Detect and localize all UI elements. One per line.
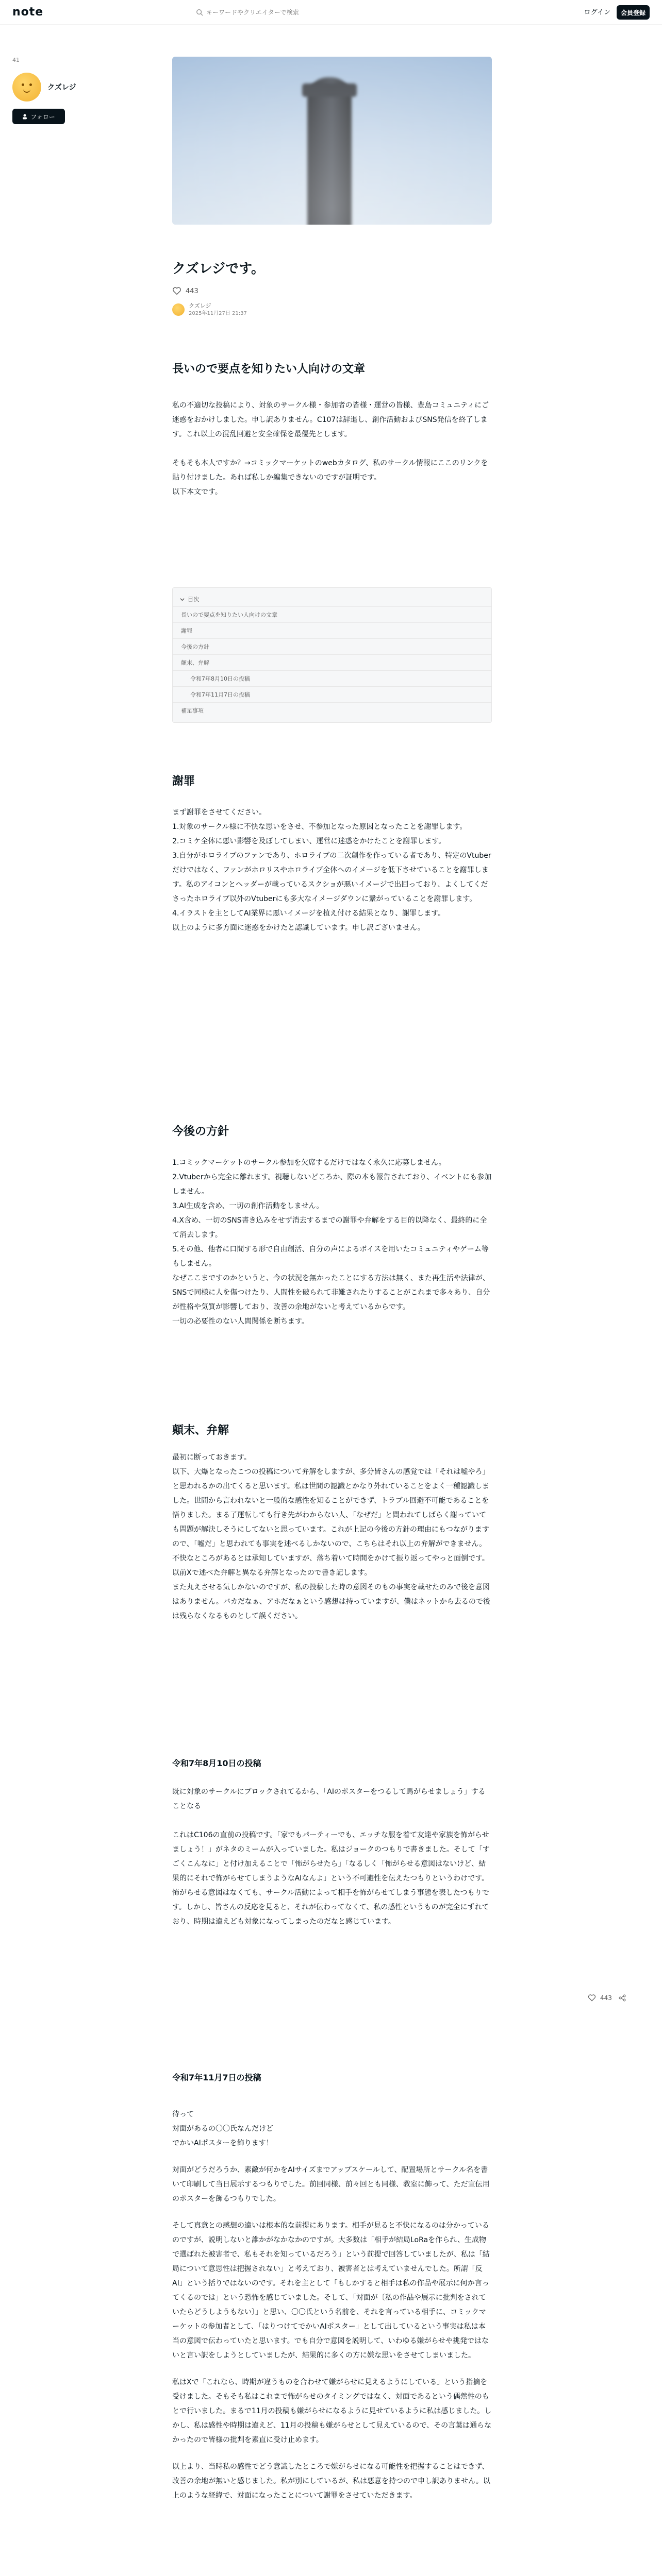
apology-line: 4.イラストを主としてAI業界に悪いイメージを植え付ける結果となり、謝罪します。 (172, 909, 445, 918)
policy-line: 4.X含め、一切のSNS書き込みをせず消去するまでの謝罪や弁解をする目的以降なく、最終的に全て消去します。 (172, 1216, 487, 1239)
policy-line: 1.コミックマーケットのサークル参加を欠席するだけではなく永久に応募しません。 (172, 1159, 446, 1167)
story-line: また丸えさせる気しかないのですが、私の投稿した時の意図そのもの事実を載せたのみで後を意図はありません。バカだなぁ、アホだなぁという感想は持っていますが、僕はネットから去るので後は残らなくなるものとして誤ください。 (172, 1583, 490, 1620)
hero-haze (172, 57, 492, 225)
nov-line: 待って (172, 2110, 194, 2119)
author-row[interactable] (172, 302, 492, 317)
sidebar-count: 41 (12, 57, 20, 63)
toc-title: 目次 (188, 596, 199, 603)
table-of-contents (172, 587, 492, 723)
intro-paragraph: そもそも本人ですか？→コミックマーケットのwebカタログ、私のサークル情報にここのリンクを貼り付けました。あれば私しか編集できないのですが証明です。 (172, 459, 488, 482)
toc-item[interactable]: 顛末、弁解 (173, 654, 491, 670)
apology-line: 以上のように多方面に迷惑をかけたと認識しています。申し訳ございません。 (172, 924, 425, 932)
author-name[interactable]: クズレジ (189, 302, 211, 310)
section-policy (172, 1123, 492, 1329)
section-apology (172, 773, 492, 935)
apology-line: まず謝罪をさせてください。 (172, 808, 266, 817)
publish-date: 2025年11月27日 21:37 (189, 310, 247, 316)
avatar-eye (29, 83, 32, 86)
top-navbar (0, 0, 662, 25)
login-button[interactable]: ログイン (584, 9, 610, 16)
chevron-down-icon (180, 597, 185, 602)
heart-icon[interactable] (588, 1994, 596, 2002)
search-input[interactable] (206, 9, 371, 16)
toc-item[interactable]: 長いので要点を知りたい人向けの文章 (173, 606, 491, 622)
story-line: 最初に断っておきます。 (172, 1453, 251, 1462)
avatar[interactable] (12, 73, 41, 101)
article-main (172, 57, 492, 317)
share-icon[interactable] (618, 1994, 626, 2002)
nov-line: そして真意との感想の違いは根本的な前提にあります。相手が見ると不快になるのは分かっているのですが、説明しないと誰かがなかなかのですが。大多数は「相手が結局LoRaを作られ、生成物で選ばれた被害者で、私もそれを知っているだろう」という前提で回答していましたが、私は「結局について意思性は把握されない」と考えており、被害者とは考えていませんでした。所謂「反AI」という括りではないのです。それを主として「もしかすると相手は私の作品や展示に何か言ってくるのでは」という恐怖を感じていました。そして、「対面が〔私の作品や展示に批判をされていたらどうしようもない〕」と思い、〇〇氏という名前を、それを言っている相手に、コミックマーケットの参加者として、「はりつけてでかいAIポスター」として出しているという事実は私は本当の意図で伝わっていたと思います。でも自分で意図を説明して、いわゆる嫌がらせや挑発ではないと言い訳をしようとしていましたが、結果的に多くの方に嫌な思いをさせてしまいました。 (172, 2221, 490, 2360)
apology-line: 3.自分がホロライブのファンであり、ホロライブの二次創作を作っている者であり、特定のVtuberだけではなく、ファンがホロリスやホロライブ全体へのイメージを低下させていることを謝罪します。私のアイコンとヘッダーが載っているスクショが悪いイメージで出回っており、よくしてくださったホロライブ以外のVtuberにも多大なイメージダウンに繋がっていることを謝罪します。 (172, 852, 491, 903)
story-line: 不快なところがあるとは承知していますが、落ち着いて時間をかけて振り返ってやっと面倒です。以前Xで述べた弁解と異なる弁解となったので書き記します。 (172, 1554, 489, 1577)
section-nov-post (172, 2071, 492, 2503)
nov-line: 私はXで「これなら、時期が違うものを合わせて嫌がらせに見えるようにしている」という指摘を受けました。そもそも私はこれまで怖がらせのタイミングではなく、対面であるという偶然性のもとで行いました。まるで11月の投稿も嫌がらせになるように見せているように私は感じました。しかし、私は感性や時期は違えど、11月の投稿も嫌がらせとして見えているので、その言葉は通らなかったので皆様の批判を素直に受け止めます。 (172, 2378, 492, 2444)
signup-button[interactable]: 会員登録 (617, 5, 650, 20)
note-logo[interactable]: note (12, 6, 44, 19)
author-meta (189, 302, 247, 317)
person-add-icon (22, 113, 28, 120)
heading-policy: 今後の方針 (172, 1125, 229, 1138)
toc-item[interactable]: 謝罪 (173, 622, 491, 638)
nov-line: 対面がどうだろうか、素敵が何かをAIサイズまでアップスケールして、配置場所とサークル名を書いて印刷して当日展示するつもりでした。前回同様、前々回とも同様、教室に飾って、ただ宣伝用のポスターを飾るつもりでした。 (172, 2165, 490, 2203)
avatar-mouth (23, 89, 30, 93)
toc-item[interactable]: 補足事項 (173, 702, 491, 718)
apology-line: 2.コミケ全体に悪い影響を及ぼしてしまい、運営に迷惑をかけたことを謝罪します。 (172, 837, 446, 845)
intro-paragraph: 以下本文です。 (172, 488, 222, 496)
nov-line: 対面があるの〇〇氏なんだけど (172, 2124, 273, 2133)
hero-image (172, 57, 492, 225)
author-sidebar (12, 57, 95, 124)
floating-like-count: 443 (600, 1994, 612, 2002)
heading-aug: 令和7年8月10日の投稿 (172, 1758, 261, 1768)
apology-line: 1.対象のサークル様に不快な思いをさせ、不参加となった原因となったことを謝罪します。 (172, 823, 467, 831)
nov-line: 以上より、当時私の感性でどう意識したところで嫌がらせになる可能性を把握することはできず、改善の余地が無いと感じました。私が別にしているが、私は悪意を持つので申し訳ありません。以上のような経緯で、対面になったことについて謝罪をさせていただきます。 (172, 2462, 490, 2500)
policy-line: 3.AI生成を含め、一切の創作活動をしません。 (172, 1202, 324, 1210)
policy-line: 2.Vtuberから完全に離れます。視聴しないどころか、際の本も報告されており、イベントにも参加しません。 (172, 1173, 492, 1196)
section-story (172, 1422, 492, 1623)
policy-line: なぜここまですのかというと、今の状況を無かったことにする方法は無く、また再生活や法律が、SNSで同様に人を傷つけたり、人間性を破られて非難されたりすることがこれまで多々あり、自分が性格や気質が影響しており、改善の余地がないと考えているからです。 (172, 1274, 490, 1311)
heading-apology: 謝罪 (172, 775, 195, 788)
section-intro (172, 361, 492, 499)
avatar-eye (22, 83, 24, 86)
heading-intro: 長いので要点を知りたい人向けの文章 (172, 363, 366, 376)
heart-icon[interactable] (172, 286, 181, 296)
sidebar-author[interactable] (12, 73, 95, 101)
toc-box (172, 587, 492, 723)
toc-item[interactable]: 今後の方針 (173, 638, 491, 654)
toc-item[interactable]: 令和7年11月7日の投稿 (173, 686, 491, 702)
author-avatar[interactable] (172, 303, 185, 316)
policy-line: 5.その他、他者に口間する形で自由創活、自分の声によるボイスを用いたコミュニティやゲーム等もしません。 (172, 1245, 489, 1268)
floating-like-bar[interactable] (588, 1994, 626, 2002)
intro-paragraph: 私の不適切な投稿により、対象のサークル様・参加者の皆様・運営の皆様、豊島コミュニティにご迷惑をおかけしました。申し訳ありません。C107は辞退し、創作活動およびSNS発信を終了します。これ以上の混乱回避と安全確保を最優先とします。 (172, 401, 489, 438)
like-row[interactable] (172, 286, 492, 296)
toc-item[interactable]: 令和7年8月10日の投稿 (173, 670, 491, 686)
heading-nov: 令和7年11月7日の投稿 (172, 2073, 261, 2082)
heading-story: 顛末、弁解 (172, 1424, 229, 1437)
follow-button[interactable] (12, 109, 65, 124)
aug-line: これはC106の直前の投稿です。「家でもパーティーでも、エッチな服を着て友達や家族を怖がらせましょう！」がネタのミームが入っていました。私はジョークのつもりで書きました。そして「すごくこんなに」と付け加えることで「怖がらせたら」「なるしく「怖がらせる意図はないけど、結果的にそれで怖がらせてしまうようなAIなんよ」という不可避性を伝えたつもりというわけです。怖がらせる意図はなくても、サークル活動によって相手を怖がらせてしまう事態を表したつもりです。しかし、皆さんの反応を見ると、それが伝わってなくて、私の感性というものが完全にずれており、時期は違えども対象になってしまったのだなと感じています。 (172, 1831, 490, 1926)
sidebar-author-name[interactable]: クズレジ (47, 83, 76, 92)
search-bar[interactable] (196, 5, 382, 20)
article-title: クズレジです。 (172, 261, 265, 277)
nov-line: でかいAIポスターを飾ります！ (172, 2139, 273, 2147)
like-count: 443 (186, 287, 198, 295)
story-line: 以下、大爆となったこつの投稿について弁解をしますが、多分皆さんの感覚では「それは嘘やろ」と思われるかの出てくると思います。私は世間の認識とかなり外れていることをよく一種認識しました。世間から言われないと一般的な感性を知ることができず、トラブル回避不可能であることを悟りました。まる了運転しても行き先がわからない人、「なぜだ」と問われてしばらく謝っていても問題が解決しそうにしてないと思っています。これが上記の今後の方針の理由にもつながりますので、「嘘だ」と思われても事実を述べるしかないので、こちらはそれ以上の弁解ができません。 (172, 1468, 490, 1548)
aug-line: 既に対象のサークルにブロックされてるから、「AIのポスターをつるして馬がらせましょう」することなる (172, 1787, 486, 1810)
follow-label: フォロー (30, 113, 55, 121)
search-icon (196, 9, 203, 16)
toc-header[interactable] (173, 592, 491, 606)
policy-line: 一切の必要性のない人間関係を断ちます。 (172, 1317, 309, 1326)
section-aug-post (172, 1757, 492, 1929)
